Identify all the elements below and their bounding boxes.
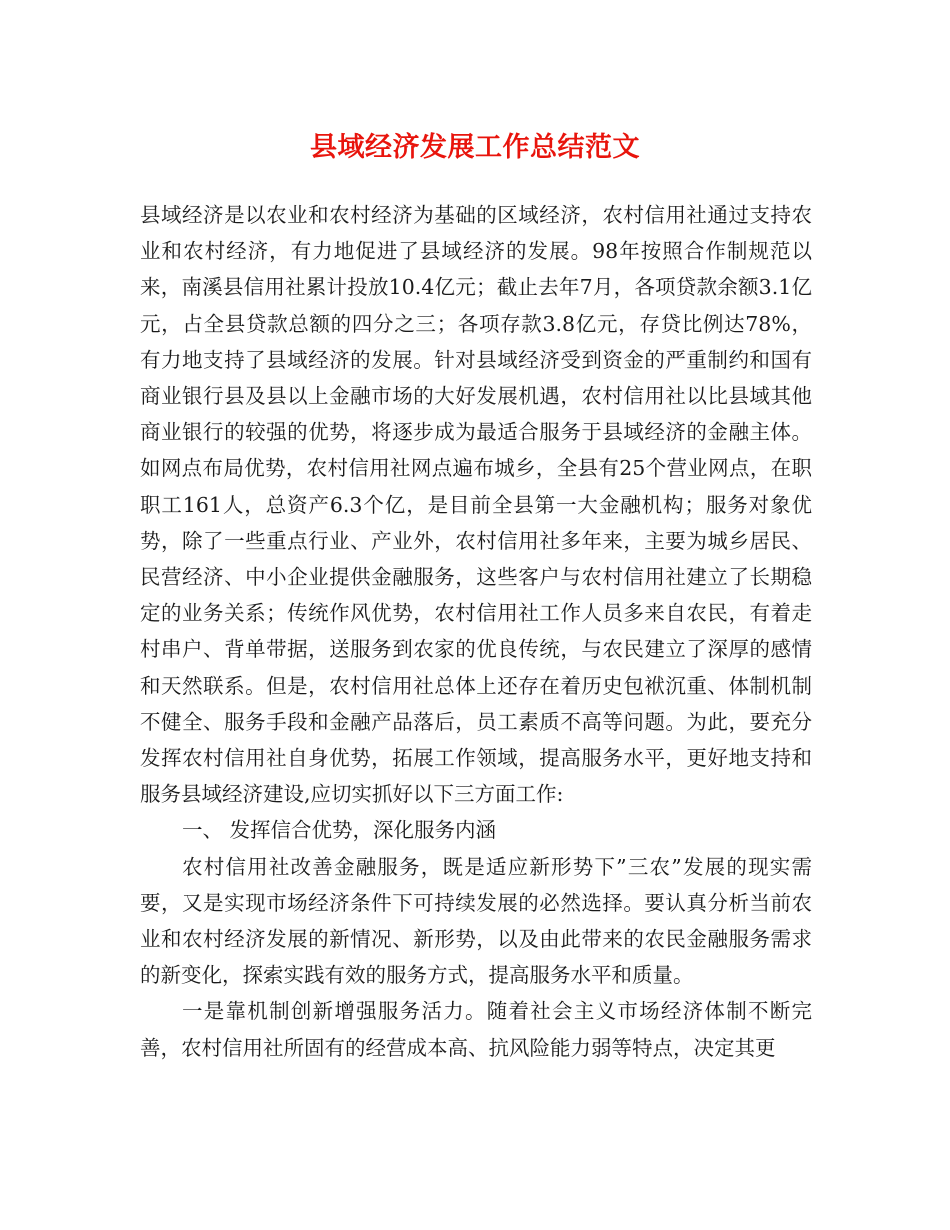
document-title: 县域经济发展工作总结范文: [310, 132, 640, 163]
document-body: [140, 197, 812, 1066]
section-heading-1: 一、 发挥信合优势，深化服务内涵: [182, 818, 497, 843]
section-1-point-1-paragraph: 一是靠机制创新增强服务活力。随着社会主义市场经济体制不断完善，农村信用社所固有的经营成本高、抗风险能力弱等特点，决定其更: [140, 999, 812, 1060]
intro-paragraph: 县域经济是以农业和农村经济为基础的区域经济，农村信用社通过支持农业和农村经济，有力地促进了县域经济的发展。98年按照合作制规范以来，南溪县信用社累计投放10.4亿元；截止去年7月，各项贷款余额3.1亿元，占全县贷款总额的四分之三；各项存款3.8亿元，存贷比例达78%，有力地支持了县域经济的发展。针对县域经济受到资金的严重制约和国有商业银行县及县以上金融市场的大好发展机遇，农村信用社以比县域其他商业银行的较强的优势，将逐步成为最适合服务于县域经济的金融主体。如网点布局优势，农村信用社网点遍布城乡，全县有25个营业网点，在职职工161人，总资产6.3个亿，是目前全县第一大金融机构；服务对象优势，除了一些重点行业、产业外，农村信用社多年来，主要为城乡居民、民营经济、中小企业提供金融服务，这些客户与农村信用社建立了长期稳定的业务关系；传统作风优势，农村信用社工作人员多来自农民，有着走村串户、背单带据，送服务到农家的优良传统，与农民建立了深厚的感情和天然联系。但是，农村信用社总体上还存在着历史包袱沉重、体制机制不健全、服务手段和金融产品落后，员工素质不高等问题。为此，要充分发挥农村信用社自身优势，拓展工作领域，提高服务水平，更好地支持和服务县域经济建设,应切实抓好以下三方面工作:: [140, 203, 812, 807]
section-1-paragraph: 农村信用社改善金融服务，既是适应新形势下”三农”发展的现实需要，又是实现市场经济条件下可持续发展的必然选择。要认真分析当前农业和农村经济发展的新情况、新形势，以及由此带来的农民金融服务需求的新变化，探索实践有效的服务方式，提高服务水平和质量。: [140, 854, 812, 988]
